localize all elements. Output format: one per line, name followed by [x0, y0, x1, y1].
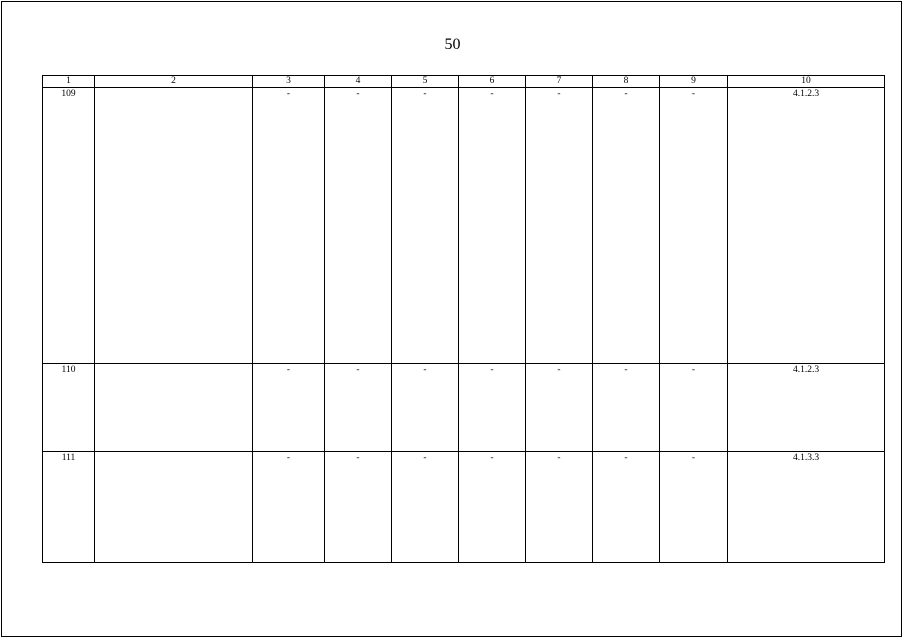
value-cell: -: [253, 88, 325, 364]
value-cell: -: [253, 364, 325, 452]
value-cell: -: [392, 364, 459, 452]
value-cell: -: [325, 452, 392, 563]
column-header: 2: [95, 76, 253, 88]
measure-description: [95, 364, 253, 452]
value-cell: -: [459, 88, 526, 364]
column-header: 1: [43, 76, 95, 88]
value-cell: -: [459, 452, 526, 563]
value-cell: -: [459, 364, 526, 452]
value-cell: -: [593, 88, 660, 364]
row-number: 111: [43, 452, 95, 563]
value-cell: -: [660, 452, 728, 563]
value-cell: -: [526, 364, 593, 452]
value-cell: -: [526, 88, 593, 364]
reference-cell: 4.1.2.3: [728, 88, 885, 364]
value-cell: -: [325, 364, 392, 452]
column-header: 9: [660, 76, 728, 88]
column-header: 7: [526, 76, 593, 88]
row-number: 110: [43, 364, 95, 452]
row-number: 109: [43, 88, 95, 364]
column-header: 10: [728, 76, 885, 88]
column-header: 6: [459, 76, 526, 88]
table-row: [43, 452, 885, 563]
table-row: [43, 88, 885, 364]
value-cell: -: [593, 452, 660, 563]
value-cell: -: [392, 88, 459, 364]
value-cell: -: [253, 452, 325, 563]
reference-cell: 4.1.3.3: [728, 452, 885, 563]
value-cell: -: [593, 364, 660, 452]
value-cell: -: [392, 452, 459, 563]
value-cell: -: [325, 88, 392, 364]
table-row: [43, 364, 885, 452]
value-cell: -: [526, 452, 593, 563]
column-header: 5: [392, 76, 459, 88]
measure-description: [95, 88, 253, 364]
measure-description: [95, 452, 253, 563]
measures-table: [42, 75, 885, 563]
page-number: 50: [444, 36, 461, 53]
column-header: 8: [593, 76, 660, 88]
column-header: 3: [253, 76, 325, 88]
header-row: [43, 76, 885, 88]
value-cell: -: [660, 88, 728, 364]
reference-cell: 4.1.2.3: [728, 364, 885, 452]
value-cell: -: [660, 364, 728, 452]
column-header: 4: [325, 76, 392, 88]
